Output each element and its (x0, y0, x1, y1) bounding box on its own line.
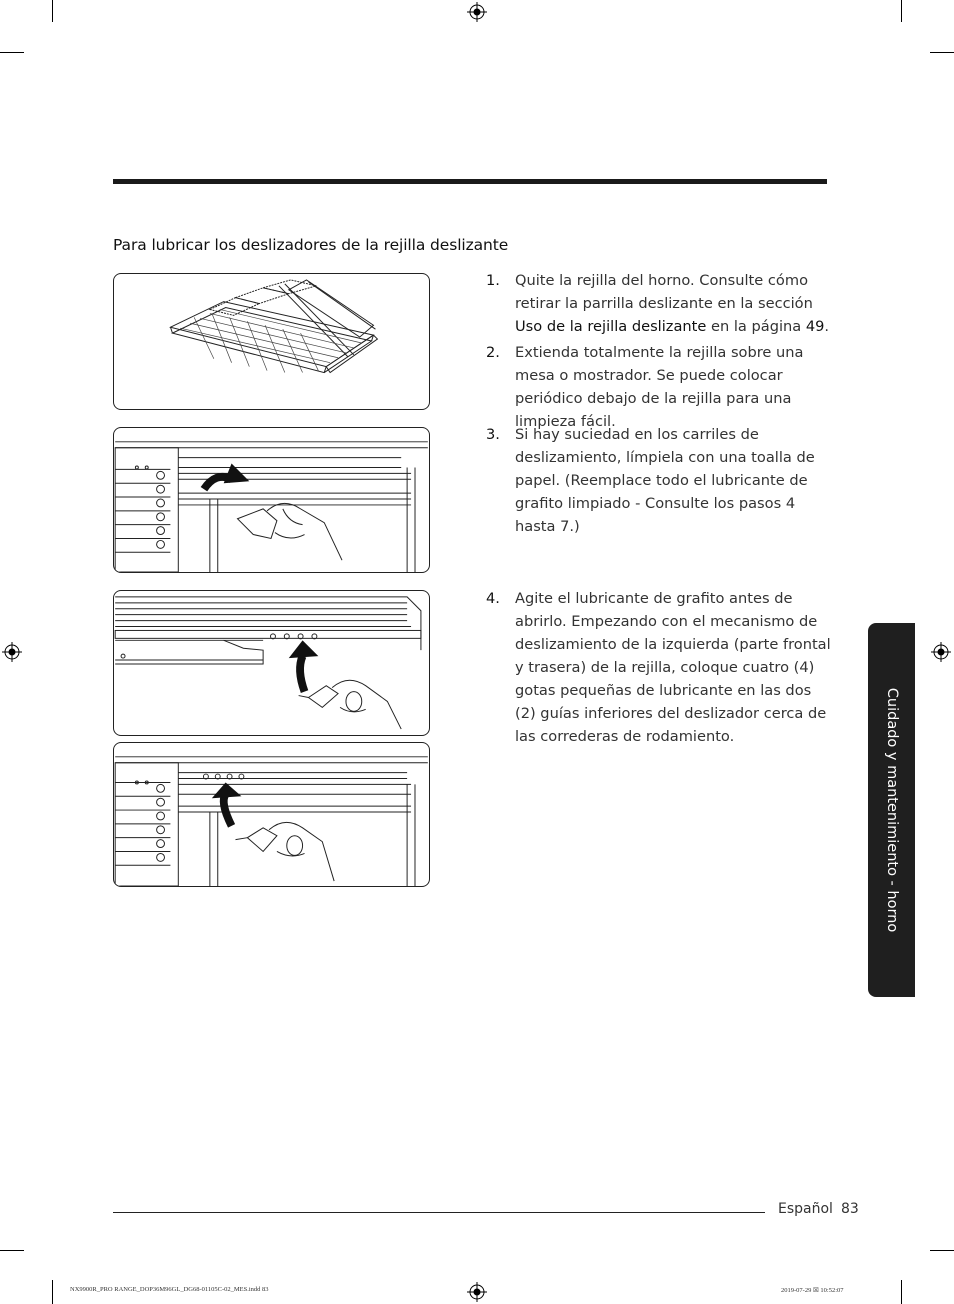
step-number: 4. (486, 590, 500, 607)
step-text: Extienda totalmente la rejilla sobre una mesa o mostrador. Se puede colocar periódico debajo de la rejilla para una limpieza fácil. (515, 344, 804, 430)
registration-mark-icon (2, 642, 22, 662)
cross-reference-link[interactable]: Uso de la rejilla deslizante (515, 318, 707, 335)
rack-extended-illustration (113, 273, 430, 410)
step-text (515, 269, 831, 338)
print-slug-timestamp: 2019-07-29 ☒ 10:52:07 (781, 1287, 844, 1294)
crop-mark (930, 1250, 954, 1251)
crop-mark (52, 0, 53, 22)
crop-mark (0, 1250, 24, 1251)
step-4 (486, 587, 831, 748)
page-number: 83 (841, 1201, 859, 1217)
footer-rule (113, 1212, 765, 1213)
step-1 (486, 269, 831, 338)
crop-mark (901, 0, 902, 22)
crop-mark (52, 1280, 53, 1304)
chapter-side-tab (868, 623, 915, 997)
crop-mark (930, 52, 954, 53)
crop-mark (0, 52, 24, 53)
page-reference[interactable]: 49 (805, 318, 825, 335)
registration-mark-icon (931, 642, 951, 662)
print-slug-file: NX9900R_PRO RANGE_DOP36M96GL_DG68-01105C-02_MES.indd 83 (70, 1286, 269, 1293)
step-text: Agite el lubricante de grafito antes de abrirlo. Empezando con el mecanismo de deslizamiento de la izquierda (parte frontal y trasera) de la rejilla, coloque cuatro (4) gotas pequeñas de lubricante en las dos (2) guías inferiores del deslizador cerca de las correderas de rodamiento. (515, 590, 831, 745)
step-text-part: en la página (706, 318, 806, 335)
crop-mark (901, 1280, 902, 1304)
step-number: 1. (486, 272, 500, 289)
step-3 (486, 423, 831, 538)
lubricate-rear-illustration (113, 742, 430, 887)
section-heading: Para lubricar los deslizadores de la rejilla deslizante (113, 236, 509, 254)
step-number: 2. (486, 344, 500, 361)
step-number: 3. (486, 426, 500, 443)
lubricate-front-illustration (113, 590, 430, 736)
registration-mark-icon (467, 1282, 487, 1302)
step-2 (486, 341, 831, 433)
chapter-rule (113, 179, 827, 184)
step-text-part: Quite la rejilla del horno. Consulte cómo retirar la parrilla deslizante en la sección (515, 272, 813, 312)
chapter-side-tab-label: Cuidado y mantenimiento - horno (883, 687, 900, 933)
footer-language: Español (778, 1201, 833, 1217)
wipe-rails-illustration (113, 427, 430, 573)
registration-mark-icon (467, 2, 487, 22)
step-text: Si hay suciedad en los carriles de deslizamiento, límpiela con una toalla de papel. (Reemplace todo el lubricante de grafito limpiado - Consulte los pasos 4 hasta 7.) (515, 426, 815, 535)
step-text-part: . (824, 318, 830, 335)
